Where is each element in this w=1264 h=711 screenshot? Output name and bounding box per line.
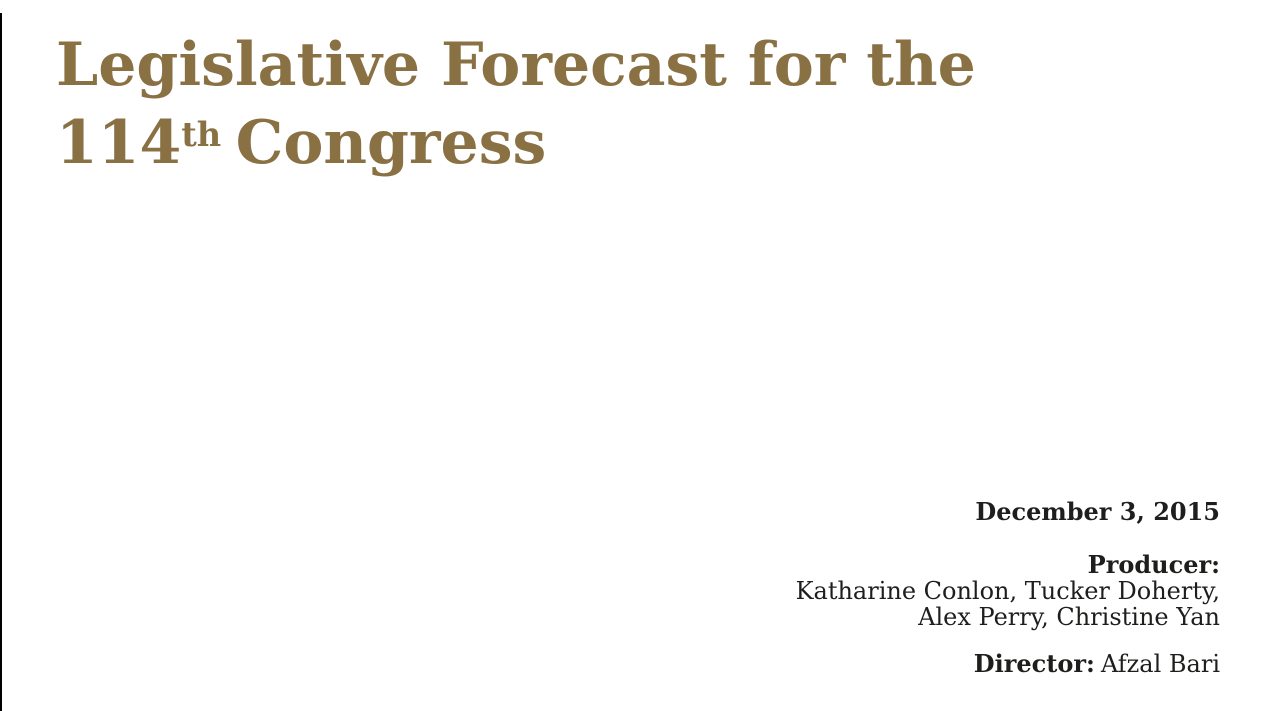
page-title-line2 (56, 104, 1196, 190)
left-edge-line (0, 13, 2, 711)
congress-number: 114 (56, 108, 182, 178)
director-name: Afzal Bari (1100, 650, 1220, 678)
producer-label: Producer: (1087, 550, 1220, 579)
director-label: Director: (973, 649, 1095, 678)
director-line (796, 651, 1220, 677)
congress-word: Congress (235, 108, 547, 178)
publication-date: December 3, 2015 (975, 497, 1220, 526)
page-title-line1: Legislative Forecast for the (56, 30, 976, 100)
ordinal-superscript: th (181, 113, 222, 154)
producer-names-line2: Alex Perry, Christine Yan (918, 603, 1220, 631)
credits-block (796, 499, 1220, 677)
page-title (56, 26, 1196, 190)
producer-names-line1: Katharine Conlon, Tucker Doherty, (795, 577, 1220, 605)
